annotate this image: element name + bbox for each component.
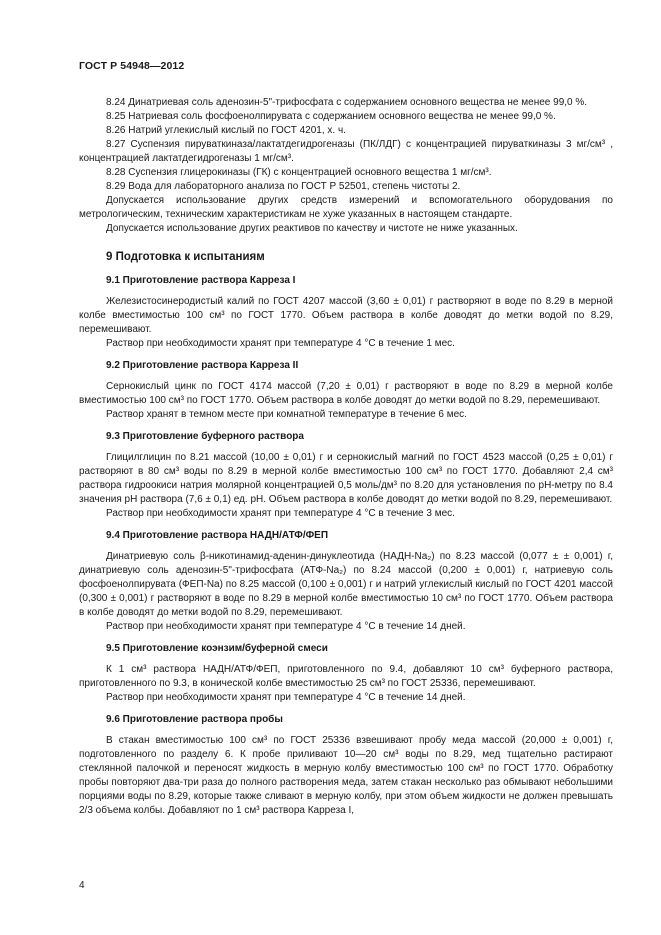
- list-item: 8.29 Вода для лабораторного анализа по ГОСТ Р 52501, степень чистоты 2.: [106, 181, 461, 192]
- list-item: 8.26 Натрий углекислый кислый по ГОСТ 4201, х. ч.: [106, 125, 346, 136]
- subsection-heading: 9.3 Приготовление буферного раствора: [106, 431, 304, 442]
- section-heading: 9 Подготовка к испытаниям: [106, 251, 265, 263]
- note-paragraph: Допускается использование других реактивов по качеству и чистоте не ниже указанных.: [106, 223, 518, 234]
- subsection-heading: 9.6 Приготовление раствора пробы: [106, 714, 283, 725]
- paragraph: Железистосинеродистый калий по ГОСТ 4207 массой (3,60 ± 0,01) г растворяют в воде по 8.29 в мерной колбе вместимостью 100 см³ по ГОСТ 1770. Объем раствора в колбе доводят до метки водой по 8.29, перемешивают.: [79, 296, 613, 335]
- paragraph: Раствор при необходимости хранят при температуре 4 °С в течение 14 дней.: [106, 621, 466, 632]
- subsection-heading: 9.1 Приготовление раствора Карреза I: [106, 275, 296, 286]
- subsection-heading: 9.4 Приготовление раствора НАДН/АТФ/ФЕП: [106, 530, 329, 541]
- paragraph: Раствор при необходимости хранят при температуре 4 °С в течение 14 дней.: [106, 692, 466, 703]
- list-item: 8.27 Суспензия пируваткиназа/лактатдегидрогеназы (ПК/ЛДГ) с концентрацией пируваткиназы 3 мг/см³ , концентрацией лактатдегидрогеназы 1 мг/см³.: [79, 139, 613, 164]
- paragraph: Раствор хранят в темном месте при комнатной температуре в течение 6 мес.: [106, 409, 467, 420]
- note-paragraph: Допускается использование других средств измерений и вспомогательного оборудования по метрологическим, техническим характеристикам не хуже указанных в настоящем стандарте.: [79, 195, 613, 220]
- paragraph: Глицилглицин по 8.21 массой (10,00 ± 0,01) г и сернокислый магний по ГОСТ 4523 массой (0,25 ± 0,01) г растворяют в 80 см³ воды по 8.29 в мерной колбе вместимостью 100 см³ по ГОСТ 1770. Добавляют 2,4 см³ раствора гидроокиси натрия молярной концентрацией 0,5 моль/дм³ по 8.20 для установления по рН-метру по 8.4 значения рН раствора (7,6 ± 0,1) ед. рН. Объем раствора в колбе доводят до метки водой по 8.29, перемешивают.: [79, 452, 613, 505]
- paragraph: В стакан вместимостью 100 см³ по ГОСТ 25336 взвешивают пробу меда массой (20,000 ± 0,001) г, подготовленного по разделу 6. К пробе приливают 10—20 см³ воды по 8.29, мед тщательно растирают стеклянной палочкой и переносят жидкость в мерную колбу вместимостью 100 см³ по ГОСТ 1770. Обработку пробы повторяют два-три раза до полного растворения меда, затем стакан несколько раз обмывают небольшими порциями воды по 8.29, которые также сливают в мерную колбу, при этом объем жидкости не должен превышать 2/3 объема колбы. Добавляют по 1 см³ раствора Карреза I,: [79, 735, 613, 816]
- document-header: ГОСТ Р 54948—2012: [79, 60, 185, 72]
- reagent-list: [79, 96, 613, 236]
- page-number: 4: [79, 880, 85, 891]
- subsection-heading: 9.5 Приготовление коэнзим/буферной смеси: [106, 643, 328, 654]
- paragraph: К 1 см³ раствора НАДН/АТФ/ФЕП, приготовленного по 9.4, добавляют 10 см³ буферного раствора, приготовленного по 9.3, в конической колбе вместимостью 25 см³ по ГОСТ 25336, перемешивают.: [79, 664, 613, 689]
- paragraph: Динатриевую соль β-никотинамид-аденин-динуклеотида (НАДН-Na₂) по 8.23 массой (0,077 ± ± 0,001) г, динатриевую соль аденозин-5"-трифосфата (АТФ-Na₂) по 8.24 массой (0,200 ± 0,001) г, натриевую соль фосфоенолпирувата (ФЕП-Na) по 8.25 массой (0,100 ± 0,001) г и натрий углекислый кислый по ГОСТ 4201 массой (0,300 ± 0,001) г растворяют в воде по 8.29 в мерной колбе вместимостью 10 см³ по ГОСТ 1770. Объем раствора в колбе доводят до метки водой по 8.29, перемешивают.: [79, 551, 613, 618]
- list-item: 8.24 Динатриевая соль аденозин-5"-трифосфата с содержанием основного вещества не менее 99,0 %.: [106, 97, 588, 108]
- paragraph: Раствор при необходимости хранят при температуре 4 °С в течение 1 мес.: [106, 338, 455, 349]
- list-item: 8.28 Суспензия глицерокиназы (ГК) с концентрацией основного вещества 1 мг/см³.: [106, 167, 492, 178]
- paragraph: Сернокислый цинк по ГОСТ 4174 массой (7,20 ± 0,01) г растворяют в воде по 8.29 в мерной колбе вместимостью 100 см³ по ГОСТ 1770. Объем раствора в колбе доводят до метки водой по 8.29, перемешивают.: [79, 381, 613, 406]
- list-item: 8.25 Натриевая соль фосфоенолпирувата с содержанием основного вещества не менее 99,0 %.: [106, 111, 556, 122]
- subsection-heading: 9.2 Приготовление раствора Карреза II: [106, 360, 299, 371]
- paragraph: Раствор при необходимости хранят при температуре 4 °С в течение 3 мес.: [106, 508, 455, 519]
- document-body: [79, 90, 613, 818]
